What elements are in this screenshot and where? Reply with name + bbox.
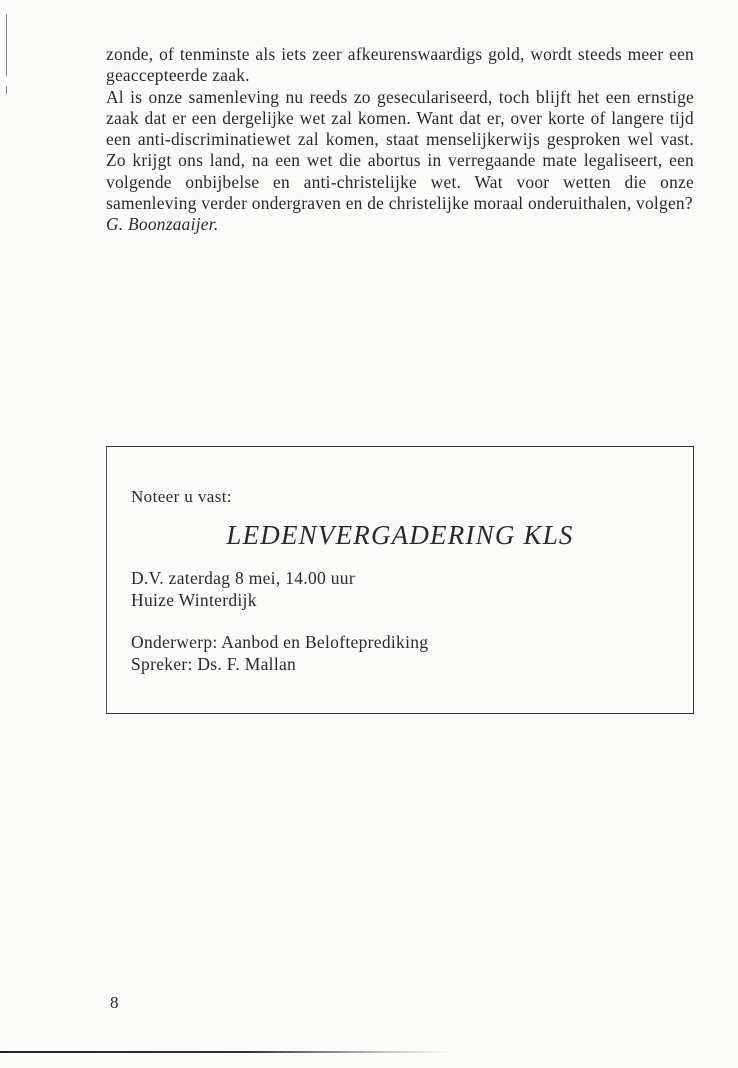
notice-heading: LEDENVERGADERING KLS [226,520,574,550]
bottom-rule [0,1051,450,1053]
meeting-details [131,567,355,611]
author-signature: G. Boonzaaijer. [106,214,219,235]
page-number: 8 [110,993,119,1012]
meeting-notice-box [106,446,694,714]
meeting-date: D.V. zaterdag 8 mei, 14.00 uur [131,568,355,588]
meeting-program [131,631,428,675]
notice-intro: Noteer u vast: [131,487,232,506]
margin-mark-top [6,14,7,76]
margin-mark-bottom [6,86,7,94]
article-text [106,44,694,236]
paragraph-continuation: zonde, of tenminste als iets zeer afkeurenswaardigs gold, wordt steeds meer een geaccepteerde zaak. [106,44,694,86]
meeting-topic: Onderwerp: Aanbod en Belofteprediking [131,632,429,652]
meeting-speaker: Spreker: Ds. F. Mallan [131,654,297,674]
meeting-location: Huize Winterdijk [131,590,257,610]
paragraph-main: Al is onze samenleving nu reeds zo geseculariseerd, toch blijft het een ernstige zaak dat er een dergelijke wet zal komen. Want dat er, over korte of langere tijd een anti-discriminatiewet zal komen, staat menselijkerwijs gesproken wel vast. Zo krijgt ons land, na een wet die abortus in verregaande mate legaliseert, een volgende onbijbelse en anti-christelijke wet. Wat voor wetten die onze samenleving verder ondergraven en de christelijke moraal onderuithalen, volgen? [106,86,694,214]
